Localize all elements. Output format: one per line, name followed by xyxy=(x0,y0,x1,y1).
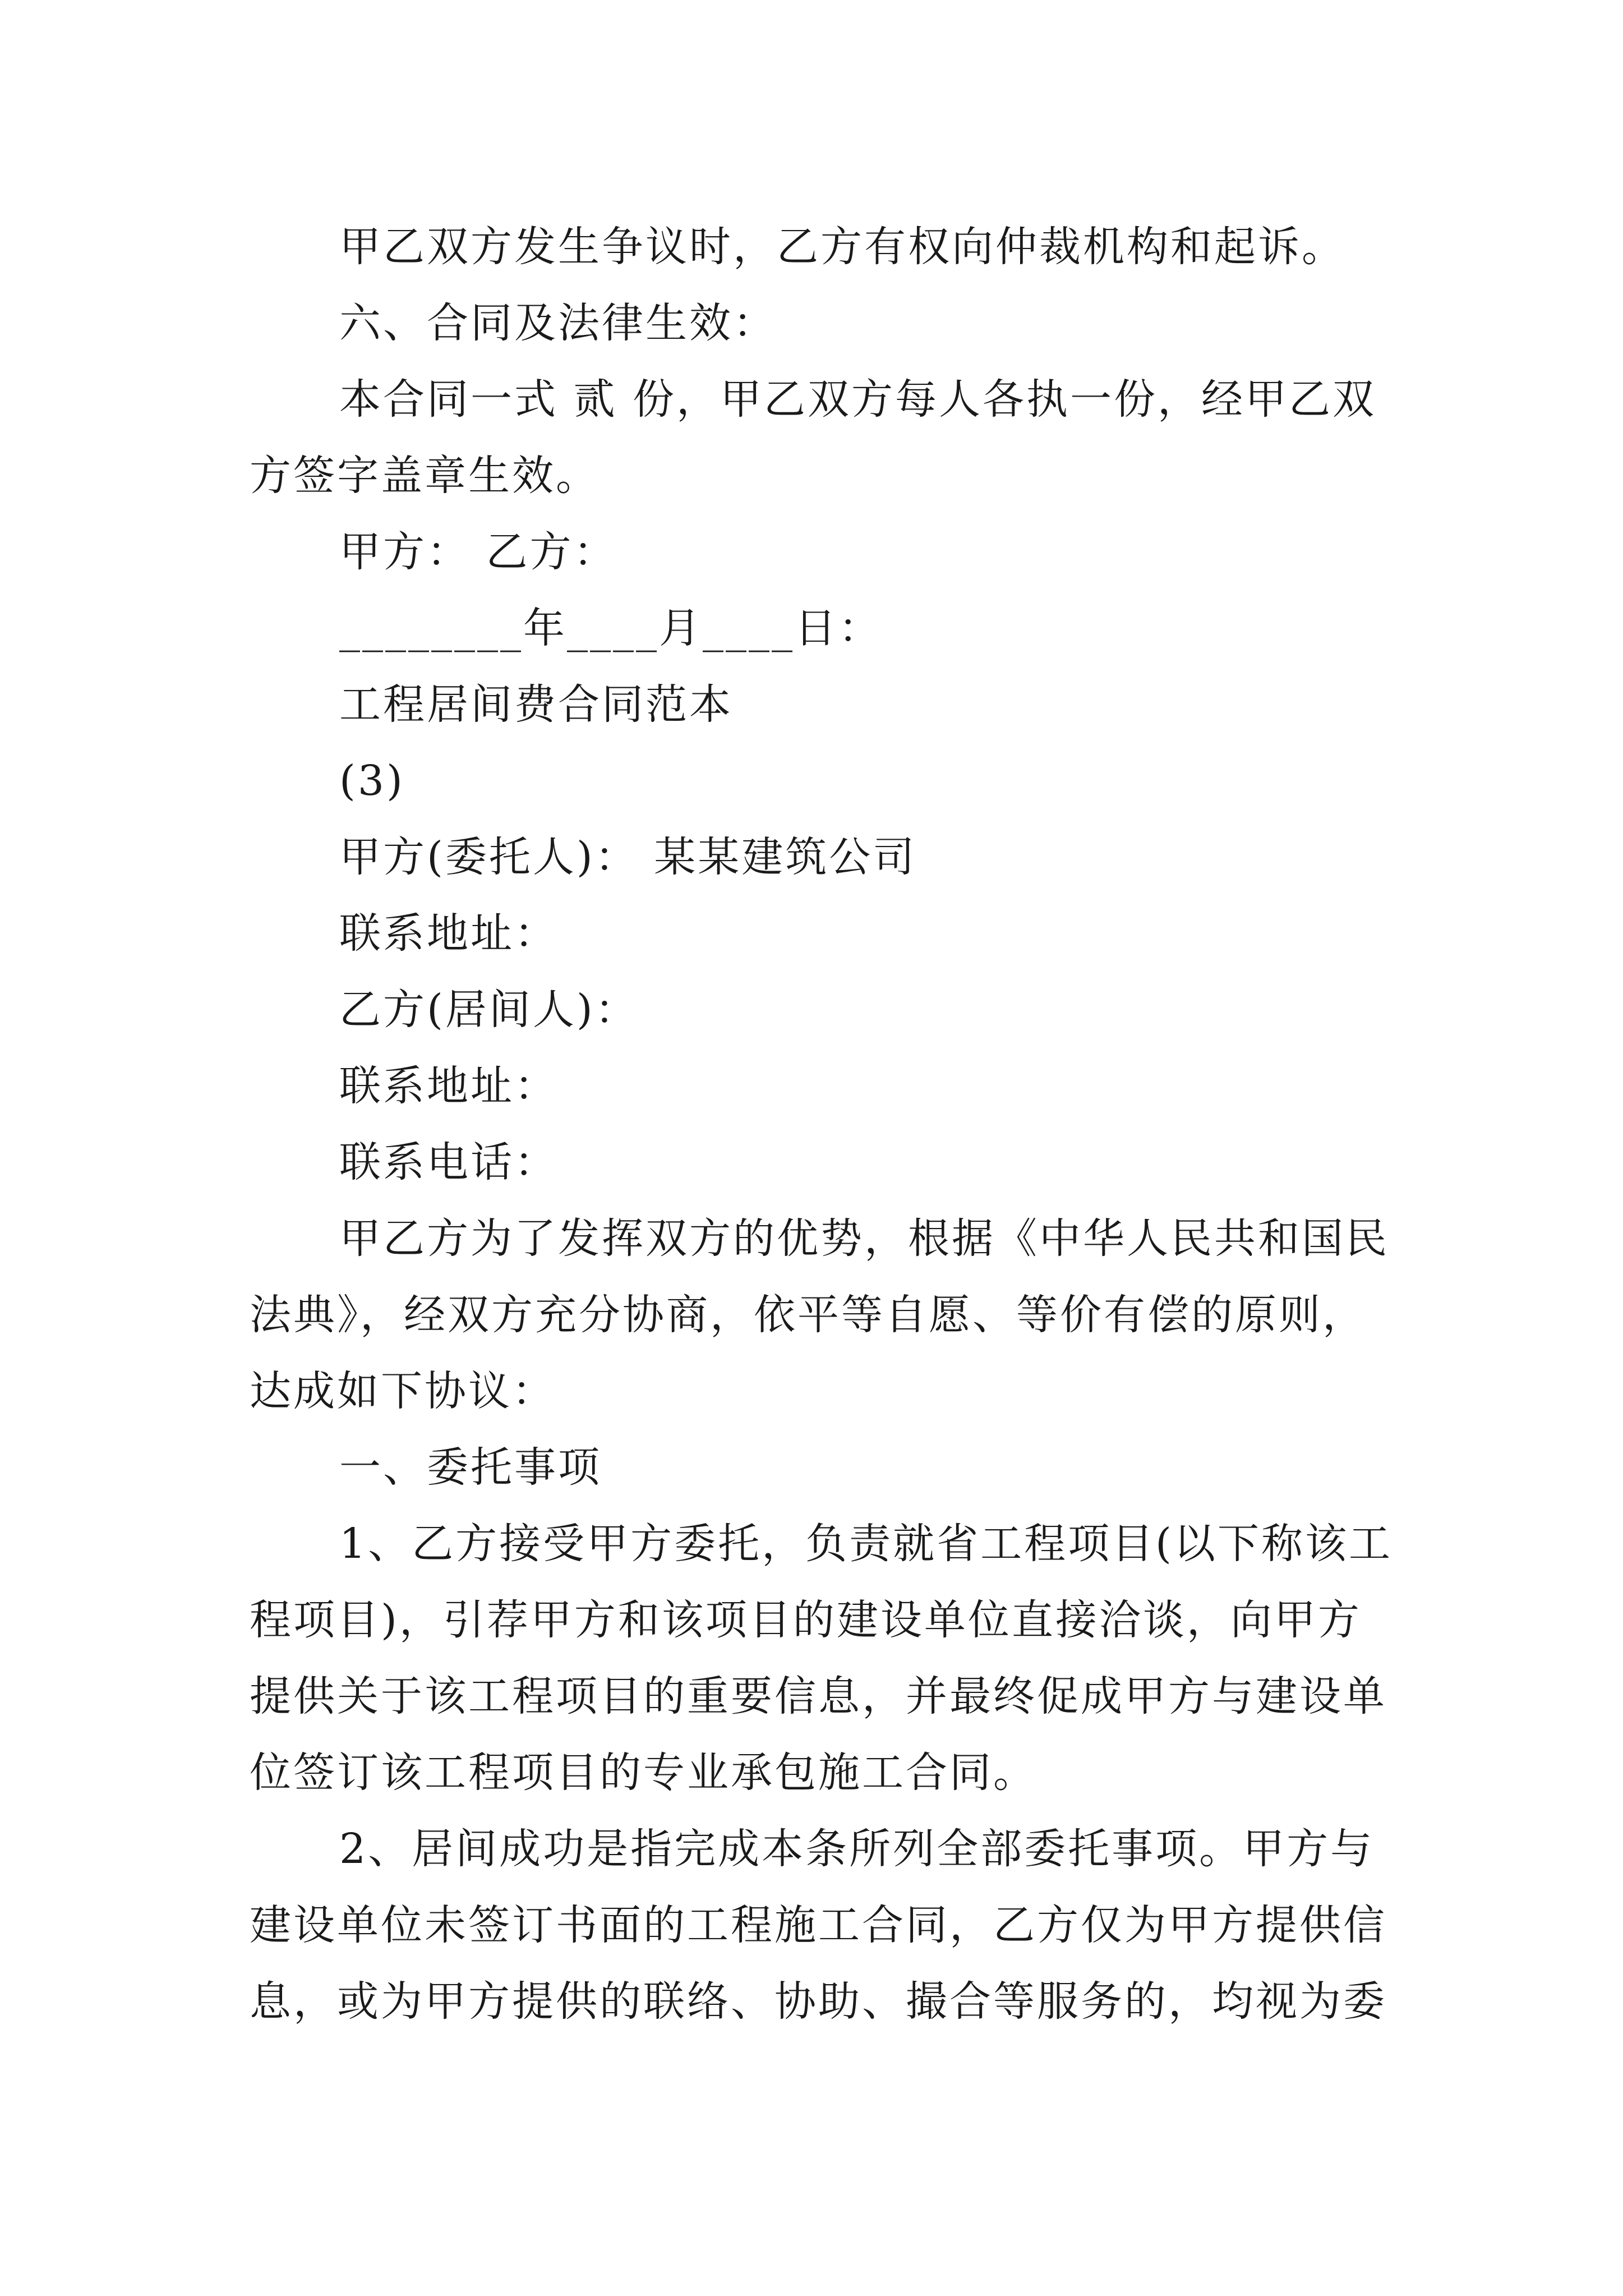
paragraph-line: 法典》，经双方充分协商，依平等自愿、等价有偿的原则， xyxy=(250,1291,1366,1339)
document-title: 工程居间费合同范本 xyxy=(339,680,733,729)
paragraph-line: 息，或为甲方提供的联络、协助、撮合等服务的，均视为委 xyxy=(250,1977,1387,2026)
paragraph-line: 本合同一式 贰 份，甲乙双方每人各执一份，经甲乙双 xyxy=(339,375,1377,424)
paragraph-line: 2、居间成功是指完成本条所列全部委托事项。甲方与 xyxy=(339,1825,1375,1873)
document-body xyxy=(250,209,1393,2040)
document-number: (3) xyxy=(339,757,405,805)
party-b-phone: 联系电话： xyxy=(339,1138,558,1186)
party-b-line: 乙方(居间人)： xyxy=(339,986,639,1034)
section-heading: 六、合同及法律生效： xyxy=(339,299,777,347)
paragraph-line: 提供关于该工程项目的重要信息，并最终促成甲方与建设单 xyxy=(250,1672,1387,1720)
paragraph-line: 建设单位未签订书面的工程施工合同，乙方仅为甲方提供信 xyxy=(250,1901,1387,1949)
date-line: ________年____月____日： xyxy=(339,604,882,652)
paragraph-line: 1、乙方接受甲方委托，负责就省工程项目(以下称该工 xyxy=(339,1520,1393,1568)
paragraph-line: 程项目)，引荐甲方和该项目的建设单位直接洽谈，向甲方 xyxy=(250,1596,1362,1644)
party-a-address: 联系地址： xyxy=(339,909,558,958)
section-heading: 一、委托事项 xyxy=(339,1443,602,1492)
paragraph-line: 位签订该工程项目的专业承包施工合同。 xyxy=(250,1749,1037,1797)
paragraph-line: 甲乙双方发生争议时，乙方有权向仲裁机构和起诉。 xyxy=(339,223,1345,271)
paragraph-line: 达成如下协议： xyxy=(250,1367,556,1415)
party-b-address: 联系地址： xyxy=(339,1062,558,1110)
paragraph-line: 甲乙方为了发挥双方的优势，根据《中华人民共和国民 xyxy=(339,1214,1389,1263)
signature-line: 甲方： 乙方： xyxy=(339,528,617,576)
paragraph-line: 方签字盖章生效。 xyxy=(250,452,600,500)
party-a-line: 甲方(委托人)： 某某建筑公司 xyxy=(339,833,917,881)
